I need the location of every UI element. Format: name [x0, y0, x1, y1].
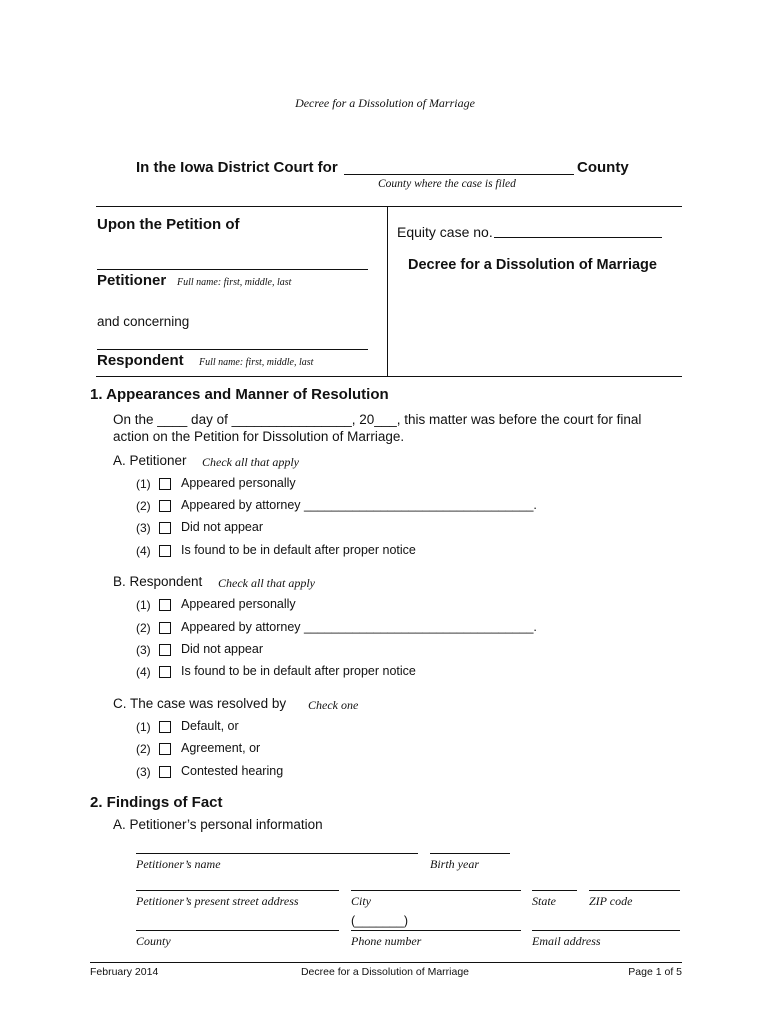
phone-number-input[interactable] — [351, 930, 521, 931]
decree-title: Decree for a Dissolution of Marriage — [408, 257, 657, 273]
footer-rule — [90, 962, 682, 963]
petitioner-default-checkbox[interactable] — [159, 545, 171, 557]
option-label: Is found to be in default after proper notice — [181, 664, 416, 678]
county-input[interactable] — [136, 930, 339, 931]
option-label: Default, or — [181, 719, 239, 733]
option-number: (3) — [136, 521, 151, 535]
state-label: State — [532, 894, 556, 908]
respondent-name-field[interactable] — [97, 349, 368, 350]
birth-year-label: Birth year — [430, 857, 479, 871]
equity-case-field[interactable] — [494, 237, 662, 238]
footer-date: February 2014 — [90, 966, 159, 978]
document-title: Decree for a Dissolution of Marriage — [295, 96, 475, 110]
option-number: (2) — [136, 742, 151, 756]
option-number: (1) — [136, 477, 151, 491]
respondent-appeared-by-attorney-checkbox[interactable] — [159, 622, 171, 634]
caption-bottom-rule — [96, 376, 682, 377]
respondent-appeared-personally-checkbox[interactable] — [159, 599, 171, 611]
option-number: (1) — [136, 720, 151, 734]
street-address-input[interactable] — [136, 890, 339, 891]
email-address-input[interactable] — [532, 930, 680, 931]
respondent-default-checkbox[interactable] — [159, 666, 171, 678]
court-suffix: County — [577, 159, 629, 176]
footer-title: Decree for a Dissolution of Marriage — [300, 966, 470, 978]
petitioner-did-not-appear-checkbox[interactable] — [159, 522, 171, 534]
petitioner-label: Petitioner — [97, 272, 167, 289]
option-label: Agreement, or — [181, 741, 261, 755]
option-number: (2) — [136, 621, 151, 635]
petitioner-info-subheading: A. Petitioner’s personal information — [113, 817, 323, 832]
equity-case-label: Equity case no. — [397, 224, 493, 240]
respondent-did-not-appear-checkbox[interactable] — [159, 644, 171, 656]
caption-top-rule — [96, 206, 682, 207]
county-hint: County where the case is filed — [378, 178, 516, 190]
resolution-label: C. The case was resolved by — [113, 696, 287, 711]
section-1-intro-line1: On the ____ day of ________________, 20___, this matter was before the court for final — [113, 412, 642, 427]
upon-petition-label: Upon the Petition of — [97, 216, 240, 233]
option-label: Did not appear — [181, 642, 264, 656]
court-prefix: In the Iowa District Court for — [136, 159, 338, 176]
petitioner-appearance-hint: Check all that apply — [202, 455, 299, 469]
county-label: County — [136, 934, 171, 948]
petitioner-appeared-by-attorney-checkbox[interactable] — [159, 500, 171, 512]
petitioner-appeared-personally-checkbox[interactable] — [159, 478, 171, 490]
petitioner-name-field[interactable] — [97, 269, 368, 270]
phone-area-code: (_______) — [351, 914, 408, 928]
petitioner-name-input[interactable] — [136, 853, 418, 854]
option-label: Is found to be in default after proper notice — [181, 543, 416, 557]
county-field[interactable] — [344, 174, 574, 175]
option-number: (3) — [136, 765, 151, 779]
footer-page-number: Page 1 of 5 — [628, 966, 682, 978]
resolved-by-contested-hearing-checkbox[interactable] — [159, 766, 171, 778]
option-number: (2) — [136, 499, 151, 513]
state-input[interactable] — [532, 890, 577, 891]
email-address-label: Email address — [532, 934, 601, 948]
option-number: (4) — [136, 665, 151, 679]
option-label: Appeared by attorney _________________________________. — [181, 620, 537, 634]
phone-number-label: Phone number — [351, 934, 422, 948]
petitioner-name-label: Petitioner’s name — [136, 857, 221, 871]
zip-code-label: ZIP code — [589, 894, 633, 908]
respondent-appearance-hint: Check all that apply — [218, 576, 315, 590]
option-number: (1) — [136, 598, 151, 612]
option-number: (4) — [136, 544, 151, 558]
option-number: (3) — [136, 643, 151, 657]
section-1-intro-line2: action on the Petition for Dissolution of Marriage. — [113, 429, 405, 444]
caption-divider — [387, 207, 388, 377]
option-label: Did not appear — [181, 520, 264, 534]
section-2-heading: 2. Findings of Fact — [90, 794, 223, 811]
section-1-heading: 1. Appearances and Manner of Resolution — [90, 386, 389, 403]
street-address-label: Petitioner’s present street address — [136, 894, 299, 908]
city-input[interactable] — [351, 890, 521, 891]
petitioner-hint: Full name: first, middle, last — [177, 277, 292, 288]
option-label: Contested hearing — [181, 764, 284, 778]
option-label: Appeared by attorney _________________________________. — [181, 498, 537, 512]
respondent-label: Respondent — [97, 352, 184, 369]
respondent-appearance-label: B. Respondent — [113, 574, 203, 589]
petitioner-appearance-label: A. Petitioner — [113, 453, 187, 468]
resolved-by-default-checkbox[interactable] — [159, 721, 171, 733]
birth-year-input[interactable] — [430, 853, 510, 854]
city-label: City — [351, 894, 371, 908]
resolution-hint: Check one — [308, 698, 359, 712]
option-label: Appeared personally — [181, 597, 296, 611]
zip-code-input[interactable] — [589, 890, 680, 891]
resolved-by-agreement-checkbox[interactable] — [159, 743, 171, 755]
and-concerning-label: and concerning — [97, 314, 190, 329]
option-label: Appeared personally — [181, 476, 296, 490]
respondent-hint: Full name: first, middle, last — [199, 357, 314, 368]
